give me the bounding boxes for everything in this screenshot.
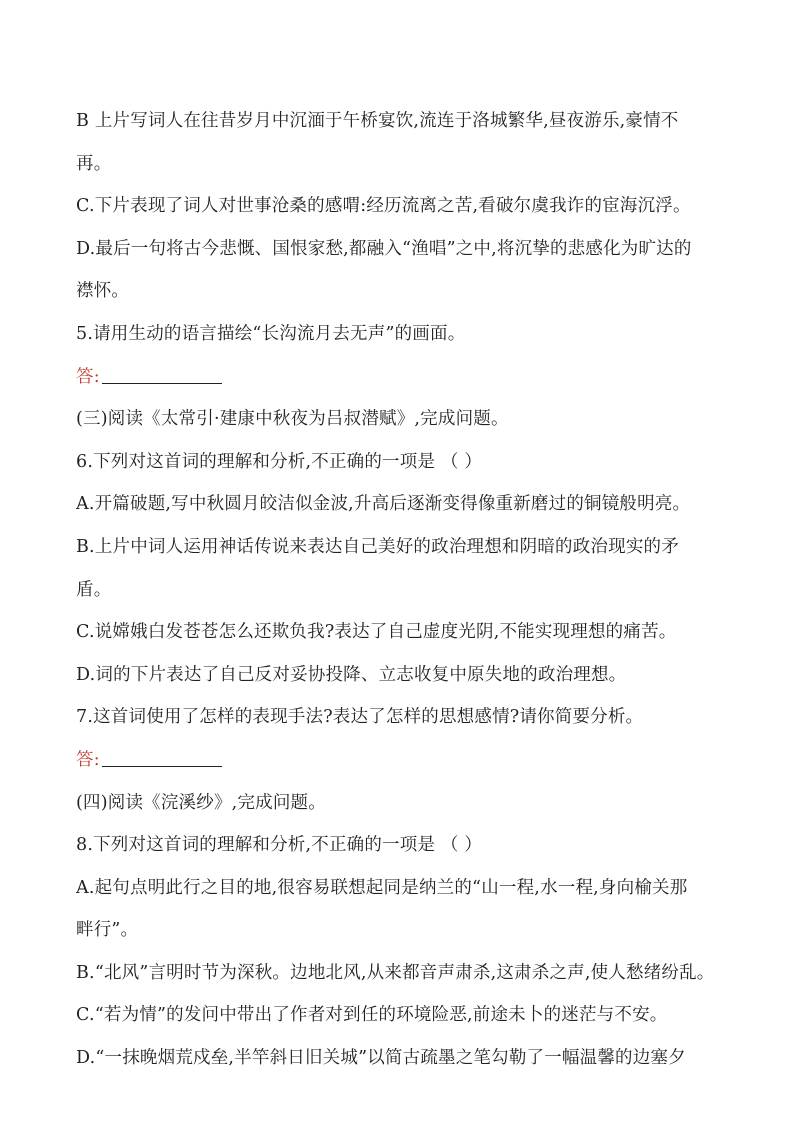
question-7: 7.这首词使用了怎样的表现手法?表达了怎样的思想感情?请你简要分析。 [76, 707, 644, 728]
question-5: 5.请用生动的语言描绘“长沟流月去无声”的画面。 [76, 323, 466, 344]
line-option-d-part1: D.最后一句将古今悲慨、国恨家愁,都融入“渔唱”之中,将沉挚的悲感化为旷达的 [76, 238, 692, 259]
q8-option-a-part2: 畔行”。 [76, 920, 139, 941]
section-3-heading: (三)阅读《太常引·建康中秋夜为吕叔潜赋》,完成问题。 [76, 409, 509, 430]
line-option-b-part2: 再。 [76, 153, 112, 174]
answer-5-line [76, 356, 724, 399]
q6-option-a: A.开篇破题,写中秋圆月皎洁似金波,升高后逐渐变得像重新磨过的铜镜般明亮。 [76, 494, 691, 515]
question-8: 8.下列对这首词的理解和分析,不正确的一项是 （ ） [76, 835, 483, 856]
q8-option-d: D.“一抹晚烟荒戍垒,半竿斜日旧关城”以简古疏墨之笔勾勒了一幅温馨的边塞夕 [76, 1048, 686, 1069]
answer-label: 答: [76, 749, 100, 770]
answer-blank[interactable] [102, 382, 222, 384]
q6-option-c: C.说嫦娥白发苍苍怎么还欺负我?表达了自己虚度光阴,不能实现理想的痛苦。 [76, 622, 677, 643]
answer-blank[interactable] [102, 765, 222, 767]
question-6: 6.下列对这首词的理解和分析,不正确的一项是 （ ） [76, 451, 483, 472]
q6-option-b-part2: 盾。 [76, 579, 112, 600]
q8-option-b: B.“北风”言明时节为深秋。边地北风,从来都音声肃杀,这肃杀之声,使人愁绪纷乱。 [76, 962, 715, 983]
line-option-b-part1: B 上片写词人在往昔岁月中沉湎于午桥宴饮,流连于洛城繁华,昼夜游乐,豪情不 [76, 111, 679, 131]
q6-option-d: D.词的下片表达了自己反对妥协投降、立志收复中原失地的政治理想。 [76, 664, 627, 685]
answer-label: 答: [76, 366, 100, 387]
q8-option-a-part1: A.起句点明此行之目的地,很容易联想起同是纳兰的“山一程,水一程,身向榆关那 [76, 877, 688, 898]
section-4-heading: (四)阅读《浣溪纱》,完成问题。 [76, 792, 326, 813]
answer-7-line [76, 739, 724, 782]
line-option-c: C.下片表现了词人对世事沧桑的感喟:经历流离之苦,看破尔虞我诈的宦海沉浮。 [76, 196, 691, 217]
line-option-d-part2: 襟怀。 [76, 281, 130, 302]
q8-option-c: C.“若为情”的发问中带出了作者对到任的环境险恶,前途未卜的迷茫与不安。 [76, 1005, 668, 1026]
q6-option-b-part1: B.上片中词人运用神话传说来表达自己美好的政治理想和阴暗的政治现实的矛 [76, 536, 679, 557]
